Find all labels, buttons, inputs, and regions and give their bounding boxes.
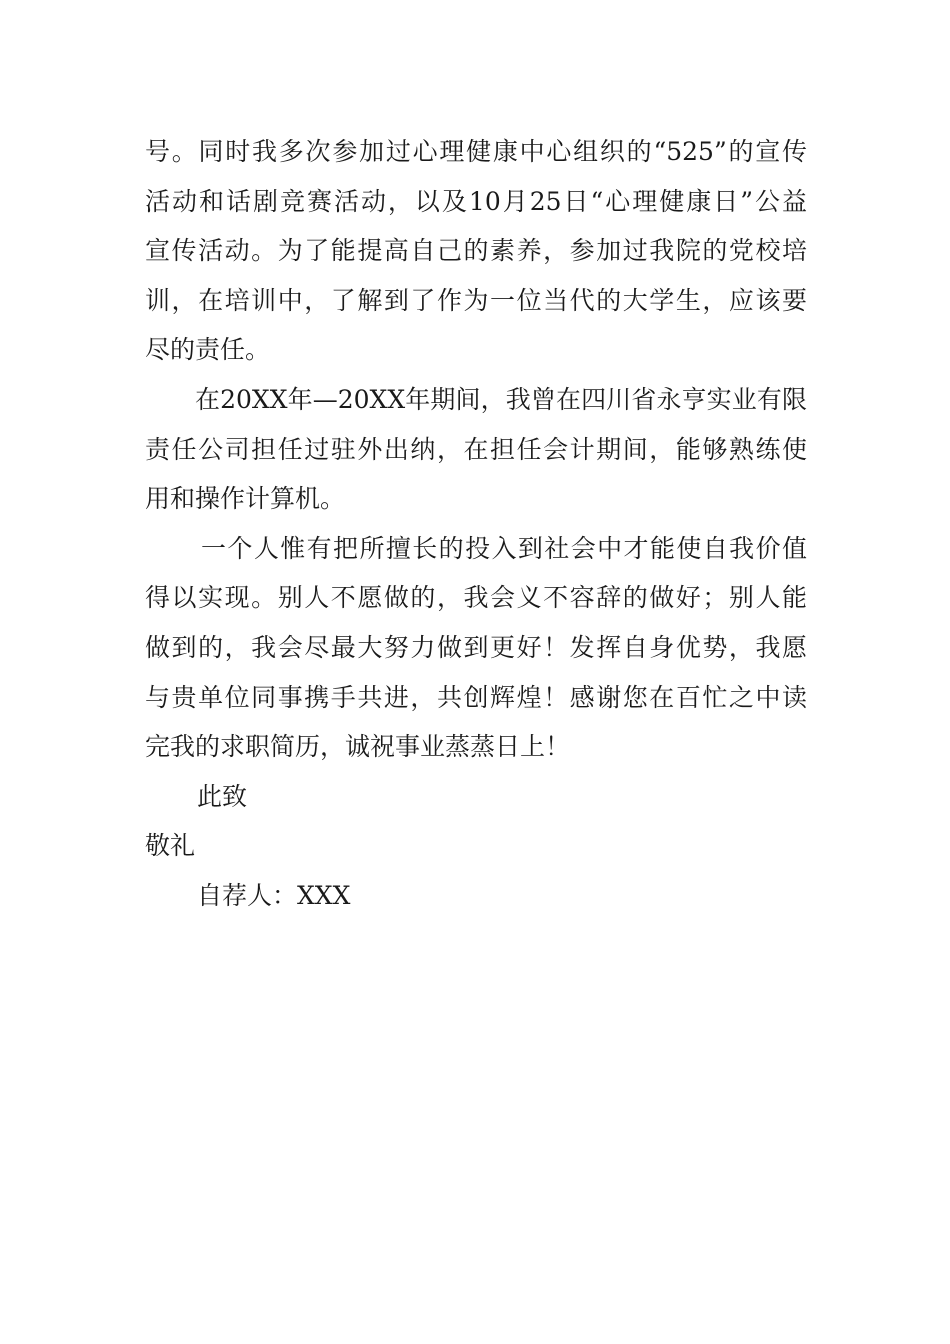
text-line: 在20XX年—20XX年期间，我曾在四川省永亨实业有限 (195, 384, 807, 414)
paragraph-work-experience (145, 375, 807, 524)
paragraph-conclusion (145, 524, 807, 772)
text-line: 得以实现。别人不愿做的，我会义不容辞的做好；别人能 (145, 583, 807, 613)
letter-closing (145, 772, 807, 921)
text-line: 宣传活动。为了能提高自己的素养，参加过我院的党校培 (145, 236, 807, 266)
paragraph-activities (145, 127, 807, 375)
closing-salutation: 此致 (197, 781, 248, 811)
text-line: 用和操作计算机。 (145, 484, 346, 514)
text-line: 号。同时我多次参加过心理健康中心组织的“525”的宣传 (145, 137, 807, 166)
text-line: 完我的求职简历，诚祝事业蒸蒸日上！ (145, 732, 571, 762)
text-line: 训，在培训中，了解到了作为一位当代的大学生，应该要 (145, 285, 807, 315)
text-line: 做到的，我会尽最大努力做到更好！发挥自身优势，我愿 (145, 632, 807, 662)
letter-body (145, 127, 807, 921)
text-line: 责任公司担任过驻外出纳，在担任会计期间，能够熟练使 (145, 434, 807, 464)
text-line: 与贵单位同事携手共进，共创辉煌！感谢您在百忙之中读 (145, 682, 807, 712)
text-line: 尽的责任。 (145, 335, 271, 365)
text-line: 一个人惟有把所擅长的投入到社会中才能使自我价值 (201, 533, 807, 563)
closing-respect: 敬礼 (145, 831, 196, 861)
text-line: 活动和话剧竞赛活动，以及10月25日“心理健康日”公益 (145, 186, 807, 216)
signature: 自荐人：XXX (197, 880, 351, 910)
